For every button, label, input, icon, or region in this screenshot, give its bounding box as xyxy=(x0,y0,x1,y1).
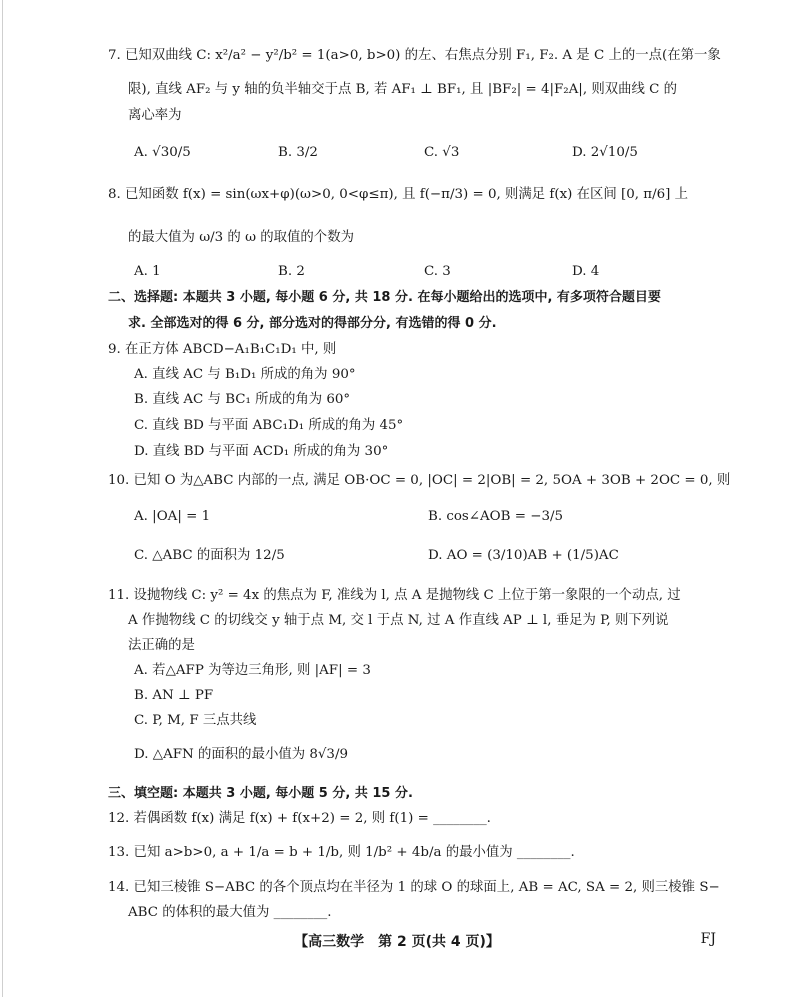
q8-option-b: B. 2 xyxy=(278,264,305,279)
q8-line1: 8. 已知函数 f(x) = sin(ωx+φ)(ω>0, 0<φ≤π), 且 f(−π/3) = 0, 则满足 f(x) 在区间 [0, π/6] 上 xyxy=(108,187,689,202)
q7-option-c: C. √3 xyxy=(424,145,460,160)
q8-option-c: C. 3 xyxy=(424,264,451,279)
q9-option-c: C. 直线 BD 与平面 ABC₁D₁ 所成的角为 45° xyxy=(134,418,404,433)
q8-option-a: A. 1 xyxy=(134,264,161,279)
q8-line2: 的最大值为 ω/3 的 ω 的取值的个数为 xyxy=(128,230,354,245)
q7-line1: 7. 已知双曲线 C: x²/a² − y²/b² = 1(a>0, b>0) 的左、右焦点分别 F₁, F₂. A 是 C 上的一点(在第一象 xyxy=(108,48,721,63)
q13-line1: 13. 已知 a>b>0, a + 1/a = b + 1/b, 则 1/b² + 4b/a 的最小值为 ________. xyxy=(108,845,575,860)
q11-option-d: D. △AFN 的面积的最小值为 8√3/9 xyxy=(134,747,348,762)
q11-option-a: A. 若△AFP 为等边三角形, 则 |AF| = 3 xyxy=(134,663,371,678)
section3-heading: 三、填空题: 本题共 3 小题, 每小题 5 分, 共 15 分. xyxy=(108,786,413,801)
section2-heading-line2: 求. 全部选对的得 6 分, 部分选对的得部分分, 有选错的得 0 分. xyxy=(128,316,497,331)
q11-line2: A 作抛物线 C 的切线交 y 轴于点 M, 交 l 于点 N, 过 A 作直线 AP ⊥ l, 垂足为 P, 则下列说 xyxy=(128,613,669,628)
q7-option-d: D. 2√10/5 xyxy=(572,145,638,160)
q11-option-c: C. P, M, F 三点共线 xyxy=(134,713,257,728)
q7-option-b: B. 3/2 xyxy=(278,145,318,160)
q11-line1: 11. 设抛物线 C: y² = 4x 的焦点为 F, 准线为 l, 点 A 是抛物线 C 上位于第一象限的一个动点, 过 xyxy=(108,588,681,603)
q10-option-c: C. △ABC 的面积为 12/5 xyxy=(134,548,285,563)
footer-page-label: 【高三数学 第 2 页(共 4 页)】 xyxy=(294,934,500,950)
q8-option-d: D. 4 xyxy=(572,264,600,279)
q7-option-a: A. √30/5 xyxy=(134,145,191,160)
q9-option-a: A. 直线 AC 与 B₁D₁ 所成的角为 90° xyxy=(134,367,356,382)
q14-line2: ABC 的体积的最大值为 ________. xyxy=(128,905,332,920)
q14-line1: 14. 已知三棱锥 S−ABC 的各个顶点均在半径为 1 的球 O 的球面上, AB = AC, SA = 2, 则三棱锥 S− xyxy=(108,880,720,895)
footer-code: FJ xyxy=(700,931,716,947)
q10-line1: 10. 已知 O 为△ABC 内部的一点, 满足 OB·OC = 0, |OC| = 2|OB| = 2, 5OA + 3OB + 2OC = 0, 则 xyxy=(108,473,731,488)
q7-line3: 离心率为 xyxy=(128,108,182,123)
q11-option-b: B. AN ⊥ PF xyxy=(134,688,214,703)
page-edge xyxy=(2,0,3,997)
q9-option-b: B. 直线 AC 与 BC₁ 所成的角为 60° xyxy=(134,392,351,407)
q7-line2: 限), 直线 AF₂ 与 y 轴的负半轴交于点 B, 若 AF₁ ⊥ BF₁, 且 |BF₂| = 4|F₂A|, 则双曲线 C 的 xyxy=(128,82,678,97)
section2-heading-line1: 二、选择题: 本题共 3 小题, 每小题 6 分, 共 18 分. 在每小题给出的选项中, 有多项符合题目要 xyxy=(108,290,661,305)
q9-line1: 9. 在正方体 ABCD−A₁B₁C₁D₁ 中, 则 xyxy=(108,342,337,357)
q12-line1: 12. 若偶函数 f(x) 满足 f(x) + f(x+2) = 2, 则 f(1) = ________. xyxy=(108,811,491,826)
q9-option-d: D. 直线 BD 与平面 ACD₁ 所成的角为 30° xyxy=(134,444,389,459)
q11-line3: 法正确的是 xyxy=(128,638,195,653)
q10-option-b: B. cos∠AOB = −3/5 xyxy=(428,509,563,524)
q10-option-a: A. |OA| = 1 xyxy=(134,509,211,524)
q10-option-d: D. AO = (3/10)AB + (1/5)AC xyxy=(428,548,619,563)
